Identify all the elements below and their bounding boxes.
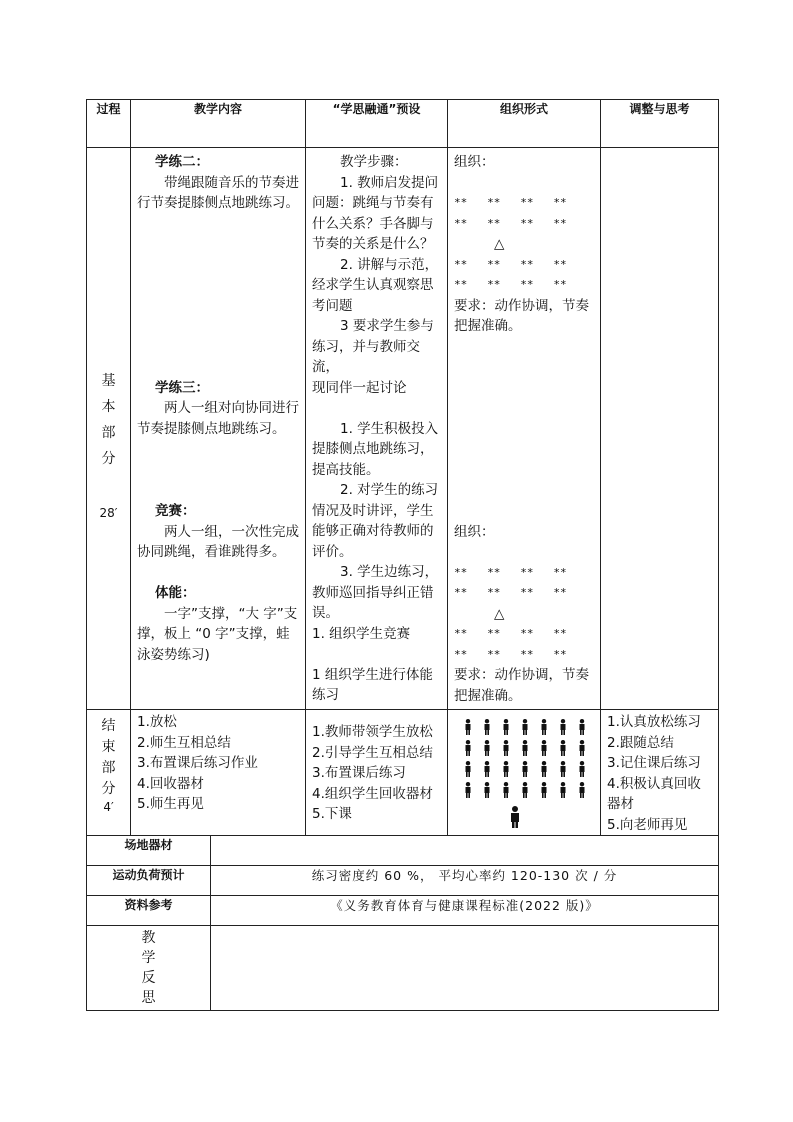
item1-text: 带绳跟随音乐的节奏进行节奏提膝侧点地跳练习。 — [137, 174, 299, 211]
end-adjust-item: 1.认真放松练习 — [607, 714, 701, 730]
student-figure-icon — [477, 761, 496, 777]
preset-line: 2. 对学生的练习 — [340, 482, 439, 498]
end-preset-cell — [306, 710, 448, 836]
student-figure-icon — [554, 740, 573, 756]
formation-stars: ** ** ** ** — [454, 565, 567, 579]
teacher-triangle-icon: △ — [494, 236, 505, 252]
preset-line: 提膝侧点地跳练习， — [312, 441, 434, 457]
item1-title: 学练二： — [155, 154, 209, 170]
end-adjust-item: 3.记住课后练习 — [607, 755, 701, 771]
preset-line: 练习 — [312, 687, 340, 703]
item3-text: 两人一组，一次性完成协同跳绳，看谁跳得多。 — [137, 523, 299, 560]
student-figure-icon — [458, 761, 477, 777]
reflection-label-char: 反 — [141, 970, 156, 986]
load-row — [87, 866, 719, 896]
reflection-value — [211, 926, 719, 1011]
preset-line: 2. 讲解与示范， — [340, 256, 439, 273]
end-content-item: 5.师生再见 — [137, 796, 204, 812]
preset-line: 什么关系？手各脚与 — [312, 215, 434, 232]
student-figure-icon — [573, 782, 592, 798]
header-adjust: 调整与思考 — [601, 100, 719, 148]
student-row — [458, 758, 592, 779]
basic-label-char: 分 — [101, 451, 116, 467]
load-value: 练习密度约 60 %， 平均心率约 120-130 次 / 分 — [211, 866, 719, 896]
reference-label: 资料参考 — [87, 896, 211, 926]
student-figure-icon — [554, 719, 573, 735]
student-figure-icon — [573, 761, 592, 777]
end-adjust-item: 器材 — [607, 796, 635, 812]
student-figure-icon — [496, 719, 515, 735]
preset-line: 3 要求学生参与 — [340, 318, 434, 334]
preset-line: 3. 学生边练习， — [340, 564, 439, 580]
preset-line: 1 组织学生进行体能 — [312, 666, 433, 683]
student-figure-icon — [515, 740, 534, 756]
basic-section-row — [87, 148, 719, 710]
item4-title: 体能： — [155, 585, 196, 601]
preset-line: 1. 组织学生竞赛 — [312, 625, 411, 642]
end-preset-item: 1.教师带领学生放松 — [312, 724, 433, 740]
student-row — [458, 716, 592, 737]
end-adjust-item: 5.向老师再见 — [607, 816, 688, 833]
org-requirement: 要求：动作协调，节奏 — [454, 667, 590, 683]
student-row — [458, 779, 592, 800]
student-figure-icon — [515, 782, 534, 798]
preset-line: 1. 学生积极投入 — [340, 420, 439, 437]
student-figure-icon — [573, 740, 592, 756]
org-label: 组织： — [454, 154, 495, 170]
end-section-row — [87, 710, 719, 836]
student-figure-icon — [458, 782, 477, 798]
student-figure-icon — [496, 740, 515, 756]
preset-line: 能够正确对待教师的 — [312, 523, 434, 539]
student-figure-icon — [535, 782, 554, 798]
student-figure-icon — [535, 740, 554, 756]
preset-line: 考问题 — [312, 297, 353, 314]
preset-line: 误。 — [312, 605, 340, 621]
student-figure-icon — [535, 761, 554, 777]
basic-time: 28′ — [99, 506, 118, 520]
end-adjust-item: 2.跟随总结 — [607, 734, 674, 751]
student-row — [458, 737, 592, 758]
student-formation — [448, 710, 600, 800]
org-label: 组织： — [454, 523, 495, 540]
reference-value: 《义务教育体育与健康课程标准(2022 版)》 — [211, 896, 719, 926]
end-label-char: 分 — [101, 781, 116, 797]
formation-stars: ** ** ** ** — [454, 627, 567, 640]
student-figure-icon — [477, 719, 496, 735]
basic-preset-cell — [306, 148, 448, 710]
basic-label-char: 本 — [101, 399, 116, 415]
end-time: 4′ — [103, 800, 114, 814]
teacher-figure-icon — [448, 806, 600, 828]
preset-line: 教师巡回指导纠正错 — [312, 584, 434, 601]
reflection-label-char: 学 — [141, 950, 156, 966]
end-label-char: 结 — [101, 718, 116, 734]
item4-text: 一字”支撑，“大 字”支撑，板上 “0 字”支撑，蛙泳姿势练习) — [137, 605, 298, 663]
preset-line: 1. 教师启发提问 — [340, 174, 439, 191]
org-requirement: 把握准确。 — [454, 318, 522, 334]
student-figure-icon — [554, 782, 573, 798]
student-figure-icon — [535, 719, 554, 735]
preset-line: 练习，并与教师交流， — [312, 338, 421, 375]
student-figure-icon — [573, 719, 592, 735]
item2-title: 学练三： — [155, 379, 209, 396]
student-figure-icon — [554, 761, 573, 777]
formation-stars: ** ** ** ** — [454, 257, 567, 271]
preset-line: 问题：跳绳与节奏有 — [312, 195, 434, 211]
student-figure-icon — [477, 782, 496, 798]
basic-organization-cell — [448, 148, 601, 710]
student-figure-icon — [458, 719, 477, 735]
header-preset: “学思融通”预设 — [306, 100, 448, 148]
preset-line: 评价。 — [312, 543, 353, 560]
end-section-label — [87, 710, 131, 836]
reflection-label-char: 思 — [141, 990, 156, 1006]
end-preset-item: 2.引导学生互相总结 — [312, 744, 433, 761]
venue-value — [211, 836, 719, 866]
reflection-label — [87, 926, 211, 1011]
end-adjust-cell — [601, 710, 719, 836]
student-figure-icon — [496, 782, 515, 798]
venue-row — [87, 836, 719, 866]
end-organization-cell — [448, 710, 601, 836]
preset-line: 经求学生认真观察思 — [312, 277, 434, 293]
basic-content-cell — [131, 148, 306, 710]
org-requirement: 要求：动作协调，节奏 — [454, 297, 590, 314]
end-label-char: 部 — [101, 760, 116, 776]
end-content-item: 1.放松 — [137, 714, 177, 730]
formation-stars: ** ** ** ** — [454, 586, 567, 599]
end-label-char: 束 — [101, 739, 116, 755]
reference-row — [87, 896, 719, 926]
student-figure-icon — [515, 761, 534, 777]
student-figure-icon — [458, 740, 477, 756]
student-figure-icon — [515, 719, 534, 735]
reflection-label-char: 教 — [141, 930, 156, 946]
lesson-plan-table — [86, 99, 719, 1011]
header-process: 过程 — [87, 100, 131, 148]
formation-stars: ** ** ** ** — [454, 216, 567, 230]
preset-line: 教学步骤： — [340, 154, 408, 170]
student-figure-icon — [477, 740, 496, 756]
header-organization: 组织形式 — [448, 100, 601, 148]
header-content: 教学内容 — [131, 100, 306, 148]
reflection-row — [87, 926, 719, 1011]
preset-line: 提高技能。 — [312, 461, 380, 478]
end-preset-item: 4.组织学生回收器材 — [312, 785, 433, 802]
preset-line: 情况及时讲评，学生 — [312, 502, 434, 519]
item2-text: 两人一组对向协同进行节奏提膝侧点地跳练习。 — [137, 400, 299, 437]
end-preset-item: 3.布置课后练习 — [312, 765, 406, 781]
load-label: 运动负荷预计 — [87, 866, 211, 896]
end-content-item: 2.师生互相总结 — [137, 734, 231, 751]
item3-title: 竞赛： — [155, 503, 196, 519]
basic-label-char: 部 — [101, 425, 116, 441]
student-figure-icon — [496, 761, 515, 777]
end-adjust-item: 4.积极认真回收 — [607, 775, 701, 792]
end-content-item: 3.布置课后练习作业 — [137, 755, 258, 771]
venue-label: 场地器材 — [87, 836, 211, 866]
org-requirement: 把握准确。 — [454, 687, 522, 704]
basic-adjust-cell — [601, 148, 719, 710]
preset-line: 节奏的关系是什么？ — [312, 236, 434, 252]
end-content-cell — [131, 710, 306, 836]
teacher-triangle-icon: △ — [494, 605, 505, 622]
end-preset-item: 5.下课 — [312, 806, 352, 822]
formation-stars: ** ** ** ** — [454, 647, 567, 661]
basic-section-label — [87, 148, 131, 710]
formation-stars: ** ** ** ** — [454, 278, 567, 291]
header-row — [87, 100, 719, 148]
preset-line: 现同伴一起讨论 — [312, 379, 407, 396]
end-content-item: 4.回收器材 — [137, 775, 204, 792]
basic-label-char: 基 — [101, 373, 116, 389]
formation-stars: ** ** ** ** — [454, 196, 567, 209]
